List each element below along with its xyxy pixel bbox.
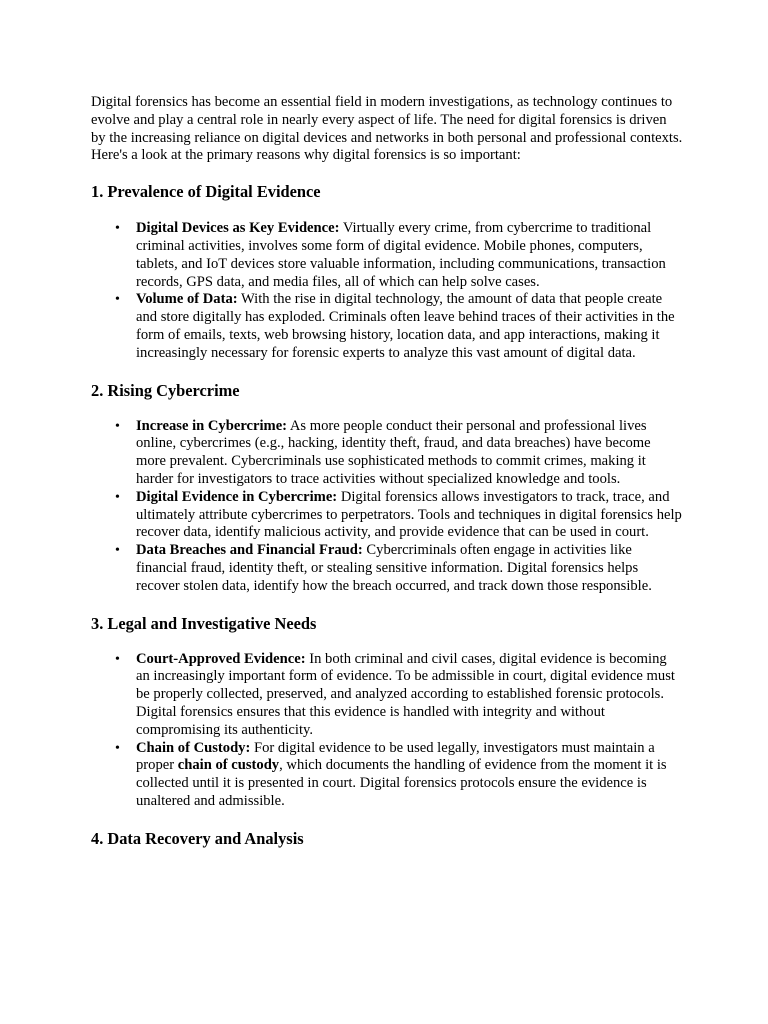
list-item (136, 489, 683, 542)
list-item (136, 651, 683, 740)
item-text: , which documents the handling of evidence from the moment it is collected until it is presented in court. Digital forensics protocols ensure the evidence is unaltered and admissible. (136, 757, 667, 809)
item-text: For digital evidence to be used legally, investigators must maintain a proper (136, 739, 655, 774)
list-item (136, 418, 683, 489)
section-list-3 (91, 651, 683, 811)
item-term: Court-Approved Evidence: (136, 650, 306, 667)
item-text: Digital forensics allows investigators to track, trace, and ultimately attribute cybercrimes to perpetrators. Tools and techniques in digital forensics help recover data, identify malicious activity, and provide evidence that can be used in court. (136, 488, 682, 541)
item-term: Volume of Data: (136, 291, 238, 308)
item-text: As more people conduct their personal and professional lives online, cybercrimes (e.g., hacking, identity theft, fraud, and data breaches) have become more prevalent. Cybercriminals use sophisticated methods to commit crimes, making it harder for investigators to trace activities without specialized knowledge and tools. (136, 417, 651, 487)
document-body (91, 94, 683, 849)
section-heading-2: 2. Rising Cybercrime (91, 380, 240, 400)
list-item (136, 542, 683, 595)
list-item (136, 220, 683, 291)
intro-paragraph: Digital forensics has become an essential field in modern investigations, as technology continues to evolve and play a central role in nearly every aspect of life. The need for digital forensics is driven by the increasing reliance on digital devices and networks in both personal and professional contexts. Here's a look at the primary reasons why digital forensics is so important: (91, 94, 683, 164)
item-inline-bold: chain of custody (177, 757, 280, 774)
list-item (136, 291, 683, 362)
item-term: Chain of Custody: (136, 739, 251, 756)
section-heading-4: 4. Data Recovery and Analysis (91, 828, 304, 848)
item-text: Virtually every crime, from cybercrime to traditional criminal activities, involves some form of digital evidence. Mobile phones, computers, tablets, and IoT devices store valuable information, including communications, transaction records, GPS data, and media files, all of which can help solve cases. (136, 220, 666, 290)
item-text: With the rise in digital technology, the amount of data that people create and store digitally has exploded. Criminals often leave behind traces of their activities in the form of emails, texts, web browsing history, location data, and app interactions, making it increasingly necessary for forensic experts to analyze this vast amount of digital data. (136, 291, 675, 361)
section-list-1 (91, 220, 683, 362)
section-heading-1: 1. Prevalence of Digital Evidence (91, 182, 321, 202)
section-heading-3: 3. Legal and Investigative Needs (91, 613, 317, 633)
item-term: Digital Devices as Key Evidence: (136, 220, 340, 237)
item-text: Cybercriminals often engage in activities like financial fraud, identity theft, or stealing sensitive information. Digital forensics helps recover stolen data, identify how the breach occurred, and track down those responsible. (136, 542, 652, 594)
list-item (136, 740, 683, 811)
item-term: Digital Evidence in Cybercrime: (136, 488, 338, 505)
section-list-2 (91, 418, 683, 596)
item-text: In both criminal and civil cases, digital evidence is becoming an increasingly important form of evidence. To be admissible in court, digital evidence must be properly collected, preserved, and analyzed according to established forensic protocols. Digital forensics ensures that this evidence is handled with integrity and without compromising its authenticity. (136, 650, 675, 738)
item-term: Data Breaches and Financial Fraud: (136, 542, 363, 559)
item-term: Increase in Cybercrime: (136, 417, 288, 434)
